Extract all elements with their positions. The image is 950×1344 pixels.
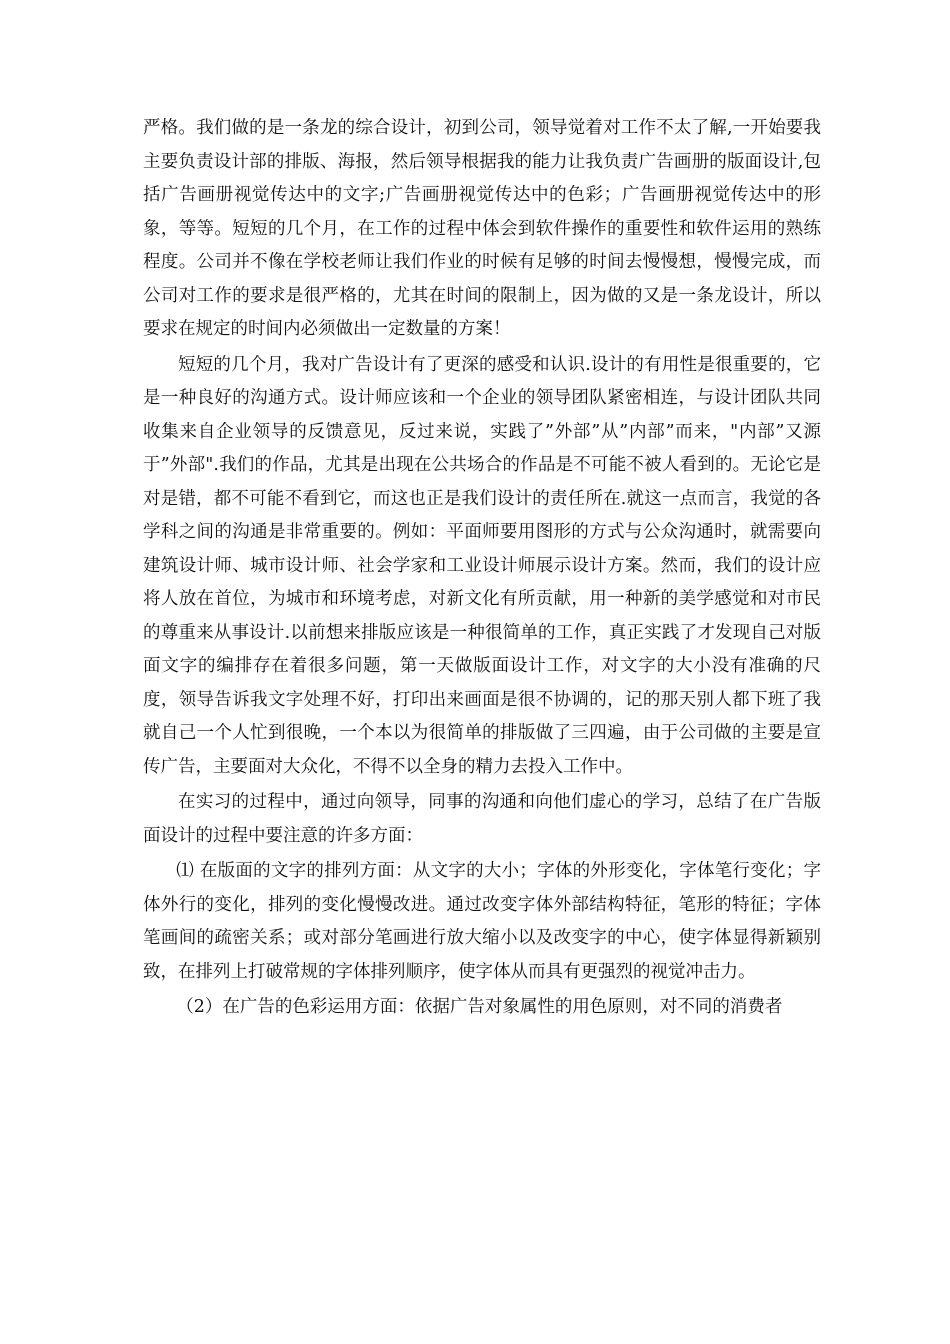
list-item-color-usage: （2）在广告的色彩运用方面：依据广告对象属性的用色原则，对不同的消费者 [176, 997, 783, 1017]
paragraph-internship-summary: 在实习的过程中，通过向领导，同事的沟通和向他们虚心的学习，总结了在广告版面设计的过程中要注意的许多方面： [143, 792, 821, 846]
paragraph-continuation: 严格。我们做的是一条龙的综合设计，初到公司，领导觉着对工作不太了解,一开始要我主要负责设计部的排版、海报，然后领导根据我的能力让我负责广告画册的版面设计,包括广告画册视觉传达中的文字;广告画册视觉传达中的色彩；广告画册视觉传达中的形象，等等。短短的几个月，在工作的过程中体会到软件操作的重要性和软件运用的熟练程度。公司并不像在学校老师让我们作业的时候有足够的时间去慢慢想，慢慢完成，而公司对工作的要求是很严格的，尤其在时间的限制上，因为做的又是一条龙设计，所以要求在规定的时间内必须做出一定数量的方案！ [143, 118, 821, 339]
paragraph-design-understanding: 短短的几个月，我对广告设计有了更深的感受和认识.设计的有用性是很重要的，它是一种良好的沟通方式。设计师应该和一个企业的领导团队紧密相连，与设计团队共同收集来自企业领导的反馈意见，反过来说，实践了”外部”从”内部”而来，"内部”又源于”外部".我们的作品，尤其是出现在公共场合的作品是不可能不被人看到的。无论它是对是错，都不可能不看到它，而这也正是我们设计的责任所在.就这一点而言，我觉的各学科之间的沟通是非常重要的。例如：平面师要用图形的方式与公众沟通时，就需要向建筑设计师、城市设计师、社会学家和工业设计师展示设计方案。然而，我们的设计应将人放在首位，为城市和环境考虑，对新文化有所贡献，用一种新的美学感觉和对市民的尊重来从事设计.以前想来排版应该是一种很简单的工作，真正实践了才发现自己对版面文字的编排存在着很多问题，第一天做版面设计工作，对文字的大小没有准确的尺度，领导告诉我文字处理不好，打印出来画面是很不协调的，记的那天别人都下班了我就自己一个人忙到很晚，一个本以为很简单的排版做了三四遍，由于公司做的主要是宣传广告，主要面对大众化，不得不以全身的精力去投入工作中。 [143, 354, 821, 777]
document-body [143, 112, 821, 1025]
list-item-text-arrangement: ⑴ 在版面的文字的排列方面：从文字的大小；字体的外形变化，字体笔行变化；字体外行的变化，排列的变化慢慢改进。通过改变字体外部结构特征，笔形的特征；字体笔画间的疏密关系；或对部分笔画进行放大缩小以及改变字的中心，使字体显得新颖别致，在排列上打破常规的字体排列顺序，使字体从而具有更强烈的视觉冲击力。 [143, 861, 821, 982]
